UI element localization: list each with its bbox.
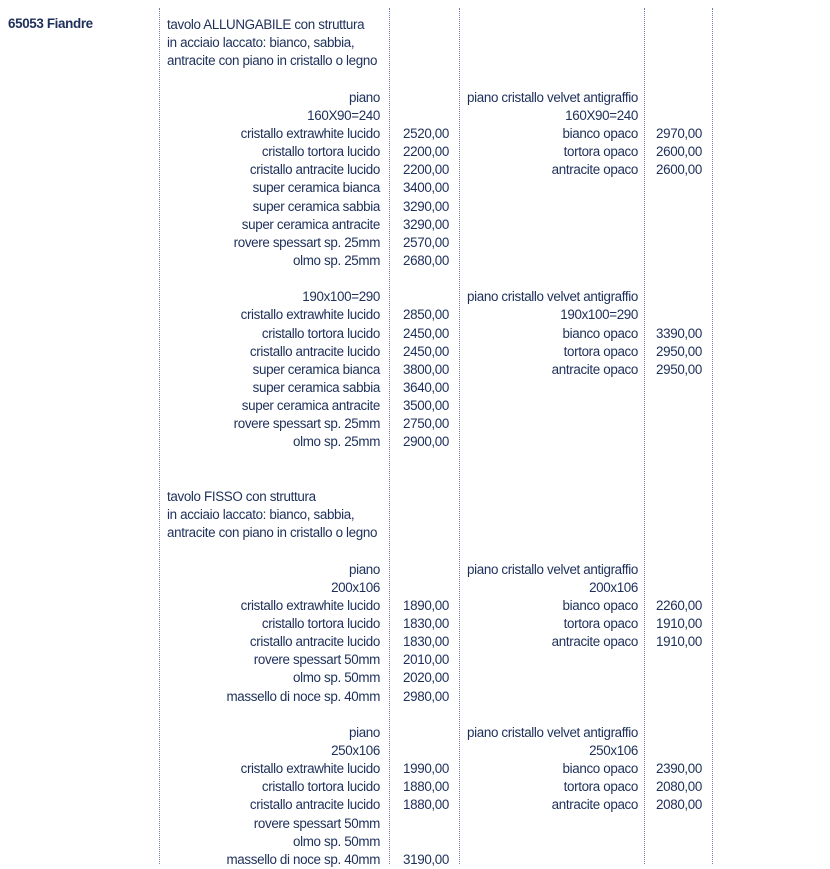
list-row (0, 669, 830, 687)
list-row (0, 216, 830, 234)
velvet-finish-price: 2080,00 (656, 779, 702, 795)
finish-label: super ceramica sabbia (252, 198, 380, 214)
size-header-left: piano (348, 724, 380, 740)
list-row (0, 815, 830, 833)
finish-label: olmo sp. 50mm (293, 670, 380, 686)
size-header-left: 250x106 (331, 743, 380, 758)
list-row (0, 415, 830, 433)
list-row (0, 34, 830, 52)
list-row (0, 561, 830, 579)
list-row (0, 52, 830, 70)
velvet-finish-price: 1910,00 (656, 634, 702, 650)
finish-price: 1830,00 (403, 615, 449, 631)
list-row (0, 325, 830, 343)
velvet-finish-label: bianco opaco (562, 325, 638, 341)
list-row (0, 89, 830, 107)
finish-price: 2750,00 (403, 416, 449, 432)
list-row (0, 198, 830, 216)
size-header-right: 200x106 (589, 579, 638, 595)
finish-label: cristallo tortora lucido (261, 779, 380, 795)
finish-label: rovere spessart sp. 25mm (233, 416, 380, 432)
finish-label: cristallo tortora lucido (261, 144, 380, 160)
velvet-finish-price: 2970,00 (656, 125, 702, 141)
velvet-finish-label: tortora opaco (563, 779, 638, 795)
finish-label: cristallo antracite lucido (249, 634, 380, 650)
finish-label: cristallo antracite lucido (249, 343, 380, 359)
velvet-finish-price: 3390,00 (656, 325, 702, 341)
velvet-finish-price: 2950,00 (656, 343, 702, 359)
finish-price: 1890,00 (403, 597, 449, 613)
list-row (0, 252, 830, 270)
list-row (0, 107, 830, 125)
list-row (0, 361, 830, 379)
list-row (0, 597, 830, 615)
size-header-left: 190x100=290 (302, 289, 380, 305)
velvet-finish-price: 2390,00 (656, 761, 702, 777)
finish-price: 2850,00 (403, 307, 449, 323)
finish-label: super ceramica antracite (241, 216, 380, 232)
finish-label: olmo sp. 50mm (293, 833, 380, 849)
size-header-right: piano cristallo velvet antigraffio (467, 724, 638, 740)
finish-price: 3190,00 (403, 851, 449, 867)
velvet-finish-price: 2080,00 (656, 797, 702, 813)
finish-price: 2200,00 (403, 144, 449, 160)
velvet-finish-label: bianco opaco (562, 125, 638, 141)
finish-price: 3640,00 (403, 380, 449, 395)
velvet-finish-label: bianco opaco (562, 761, 638, 777)
finish-price: 2570,00 (403, 234, 449, 250)
finish-price: 2010,00 (403, 652, 449, 668)
size-header-left: 200x106 (331, 579, 380, 595)
velvet-finish-label: tortora opaco (563, 615, 638, 631)
section-description: tavolo FISSO con struttura (167, 488, 316, 504)
size-header-right: piano cristallo velvet antigraffio (467, 89, 638, 105)
finish-price: 2900,00 (403, 434, 449, 450)
velvet-finish-price: 2950,00 (656, 361, 702, 377)
list-row (0, 833, 830, 851)
velvet-finish-label: antracite opaco (551, 162, 638, 178)
list-row (0, 651, 830, 669)
finish-price: 1830,00 (403, 634, 449, 650)
velvet-finish-price: 2600,00 (656, 162, 702, 178)
finish-price: 2450,00 (403, 343, 449, 359)
size-header-right: 160X90=240 (565, 107, 638, 123)
finish-label: cristallo extrawhite lucido (240, 597, 380, 613)
list-row (0, 143, 830, 161)
finish-label: super ceramica bianca (252, 180, 380, 196)
list-row (0, 234, 830, 252)
section-description: in acciaio laccato: bianco, sabbia, (167, 35, 355, 51)
list-row (0, 506, 830, 524)
list-row (0, 579, 830, 597)
finish-price: 2980,00 (403, 688, 449, 704)
finish-price: 2450,00 (403, 325, 449, 341)
finish-price: 1880,00 (403, 779, 449, 795)
finish-price: 3800,00 (403, 361, 449, 377)
finish-price: 2200,00 (403, 162, 449, 178)
finish-label: massello di noce sp. 40mm (226, 851, 380, 867)
finish-price: 3290,00 (403, 216, 449, 232)
list-row (0, 760, 830, 778)
list-row (0, 796, 830, 814)
finish-label: super ceramica sabbia (252, 380, 380, 395)
finish-price: 2680,00 (403, 252, 449, 268)
list-row (0, 778, 830, 796)
list-row (0, 488, 830, 506)
finish-price: 3290,00 (403, 198, 449, 214)
size-header-left: piano (348, 561, 380, 577)
list-row (0, 742, 830, 760)
finish-label: super ceramica bianca (252, 361, 380, 377)
list-row (0, 125, 830, 143)
list-row (0, 524, 830, 542)
finish-price: 2020,00 (403, 670, 449, 686)
section-description: antracite con piano in cristallo o legno (167, 53, 378, 69)
finish-label: cristallo extrawhite lucido (240, 307, 380, 323)
velvet-finish-price: 1910,00 (656, 615, 702, 631)
finish-price: 1990,00 (403, 761, 449, 777)
finish-price: 1880,00 (403, 797, 449, 813)
product-code: 65053 Fiandre (8, 16, 93, 31)
section-description: tavolo ALLUNGABILE con struttura (167, 17, 365, 32)
finish-label: super ceramica antracite (241, 398, 380, 414)
finish-label: cristallo extrawhite lucido (240, 761, 380, 777)
size-header-left: piano (348, 89, 380, 105)
finish-label: massello di noce sp. 40mm (226, 688, 380, 704)
finish-price: 2520,00 (403, 125, 449, 141)
list-row (0, 851, 830, 869)
list-row (0, 343, 830, 361)
list-row (0, 161, 830, 179)
finish-label: cristallo tortora lucido (261, 325, 380, 341)
size-header-right: piano cristallo velvet antigraffio (467, 289, 638, 305)
velvet-finish-label: antracite opaco (551, 797, 638, 813)
finish-label: rovere spessart sp. 25mm (233, 234, 380, 250)
list-row (0, 397, 830, 415)
list-row (0, 179, 830, 197)
finish-price: 3500,00 (403, 398, 449, 414)
velvet-finish-label: tortora opaco (563, 343, 638, 359)
list-row (0, 688, 830, 706)
velvet-finish-label: bianco opaco (562, 597, 638, 613)
finish-label: rovere spessart 50mm (253, 652, 380, 668)
size-header-right: 250x106 (589, 743, 638, 758)
list-row (0, 452, 830, 470)
finish-label: cristallo tortora lucido (261, 615, 380, 631)
velvet-finish-label: tortora opaco (563, 144, 638, 160)
finish-label: cristallo antracite lucido (249, 797, 380, 813)
list-row (0, 433, 830, 451)
list-row (0, 615, 830, 633)
size-header-right: 190x100=290 (560, 307, 638, 323)
finish-label: cristallo extrawhite lucido (240, 125, 380, 141)
list-row (0, 724, 830, 742)
size-header-right: piano cristallo velvet antigraffio (467, 561, 638, 577)
list-row (0, 306, 830, 324)
list-row (0, 379, 830, 397)
finish-price: 3400,00 (403, 180, 449, 196)
section-description: in acciaio laccato: bianco, sabbia, (167, 507, 355, 523)
velvet-finish-label: antracite opaco (551, 361, 638, 377)
finish-label: cristallo antracite lucido (249, 162, 380, 178)
finish-label: rovere spessart 50mm (253, 815, 380, 831)
list-row (0, 288, 830, 306)
velvet-finish-price: 2600,00 (656, 144, 702, 160)
velvet-finish-price: 2260,00 (656, 597, 702, 613)
list-row (0, 633, 830, 651)
finish-label: olmo sp. 25mm (293, 434, 380, 450)
velvet-finish-label: antracite opaco (551, 634, 638, 650)
section-description: antracite con piano in cristallo o legno (167, 525, 378, 541)
finish-label: olmo sp. 25mm (293, 252, 380, 268)
size-header-left: 160X90=240 (307, 107, 380, 123)
list-row (0, 16, 830, 34)
